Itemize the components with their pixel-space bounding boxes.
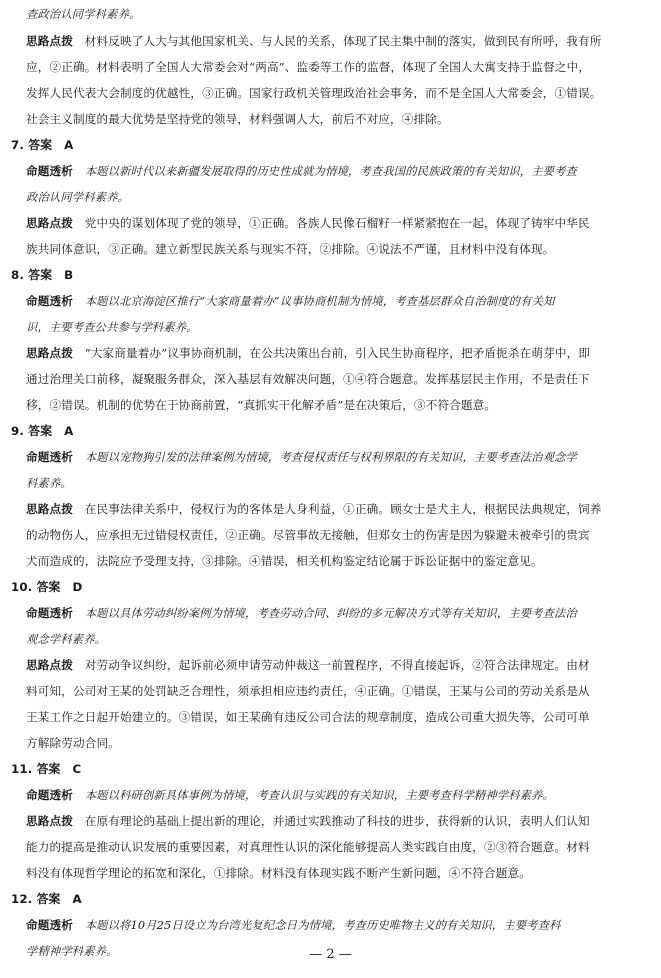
body-text: 本题以科研创新具体事例为情境，考查认识与实践的有关知识，主要考查科学精神学科素养。	[84, 789, 555, 802]
body-text: 本题以新时代以来新疆发展取得的历史性成就为情境，考查我国的民族政策的有关知识，主要考查	[84, 165, 577, 178]
body-text: 政治认同学科素养。	[26, 191, 130, 204]
section-label: 命题透析	[26, 788, 85, 802]
answer-heading: 11. 答案 C	[11, 762, 82, 776]
text-line	[26, 735, 120, 751]
body-text: 移，②错误。机制的优势在于协商前置，“真抓实干化解矛盾”是在决策后，③不符合题意。	[26, 398, 497, 412]
body-text: 党中央的谋划体现了党的领导，①正确。各族人民像石榴籽一样紧紧抱在一起，体现了铸牢中华民	[84, 216, 590, 230]
section-label: 思路点拨	[26, 814, 85, 828]
answer-heading: 10. 答案 D	[11, 580, 83, 594]
section-label: 思路点拨	[26, 216, 85, 230]
body-text: 料没有体现哲学理论的拓宽和深化，①排除。材料没有体现实践不断产生新问题，④不符合题意。	[26, 866, 531, 880]
body-text: 本题以将10月25日设立为台湾光复纪念日为情境，考查历史唯物主义的有关知识，主要考查科	[84, 919, 561, 932]
section-label: 思路点拨	[26, 34, 85, 48]
answer-heading: 12. 答案 A	[11, 892, 82, 906]
body-text: 能力的提高是推动认识发展的重要因素，对真理性认识的深化能够提高人类实践自由度，②③符合题意。材料	[26, 840, 590, 854]
body-text: 对劳动争议纠纷，起诉前必须申请劳动仲裁这一前置程序，不得直接起诉，②符合法律规定。由材	[84, 658, 590, 672]
text-line	[26, 865, 531, 881]
text-line	[26, 839, 590, 855]
body-text: 王某工作之日起开始建立的。③错误，如王某确有违反公司合法的规章制度，造成公司重大损失等，公司可单	[26, 710, 590, 724]
text-line	[26, 59, 590, 75]
text-line	[26, 501, 601, 517]
text-line	[26, 163, 577, 180]
text-line	[26, 6, 140, 23]
text-line	[11, 891, 82, 907]
body-text: 查政治认同学科素养。	[26, 8, 141, 21]
text-line	[26, 813, 590, 829]
answer-heading: 9. 答案 A	[11, 424, 74, 438]
section-label: 思路点拨	[26, 346, 85, 360]
page-number: — 2 —	[309, 947, 352, 962]
text-line	[26, 371, 590, 387]
text-line	[26, 657, 590, 673]
text-line	[26, 293, 554, 310]
text-line	[26, 241, 554, 257]
section-label: 命题透析	[26, 918, 85, 932]
body-text: 应，②正确。材料表明了全国人大常委会对“两高”、监委等工作的监督，体现了全国人大寓支持于监督之中，	[26, 60, 591, 74]
text-line	[26, 111, 449, 127]
body-text: 方解除劳动合同。	[26, 736, 120, 750]
body-text: 的动物伤人，应承担无过错侵权责任，②正确。尽管事故无接触，但郑女士的伤害是因为躲避未被牵引的贵宾	[26, 528, 590, 542]
body-text: 科素养。	[26, 477, 72, 490]
text-line	[11, 761, 81, 777]
text-line	[26, 319, 198, 336]
body-text: “大家商量着办”议事协商机制，在公共决策出台前，引入民生协商程序，把矛盾扼杀在萌芽中，即	[84, 346, 591, 360]
body-text: 学精神学科素养。	[26, 945, 118, 958]
body-text: 料可知，公司对王某的处罚缺乏合理性，须承担相应违约责任，④正确。①错误，王某与公司的劳动关系是从	[26, 684, 590, 698]
text-line	[26, 527, 590, 543]
text-line	[26, 787, 554, 804]
text-line	[26, 345, 590, 361]
body-text: 本题以宠物狗引发的法律案例为情境，考查侵权责任与权利界限的有关知识，主要考查法治观念学	[84, 451, 577, 464]
text-line	[11, 137, 73, 153]
section-label: 命题透析	[26, 294, 85, 308]
text-line	[26, 397, 496, 413]
text-line	[26, 215, 590, 231]
body-text: 犬而造成的，法院应予受理支持，③排除。④错误，相关机构鉴定结论属于诉讼证据中的鉴定意见。	[26, 554, 543, 568]
body-text: 识，主要考查公共参与学科素养。	[26, 321, 198, 334]
text-line	[26, 33, 601, 49]
text-line	[11, 423, 73, 439]
section-label: 命题透析	[26, 450, 85, 464]
text-line	[26, 189, 129, 206]
text-line	[26, 917, 561, 934]
body-text: 通过治理关口前移，凝聚服务群众，深入基层有效解决问题，①④符合题意。发挥基层民主作用，不是责任下	[26, 372, 590, 386]
text-line	[26, 683, 590, 699]
body-text: 族共同体意识，③正确。建立新型民族关系与现实不符，②排除。④说法不严谨，且材料中没有体现。	[26, 242, 555, 256]
body-text: 发挥人民代表大会制度的优越性，③正确。国家行政机关管理政治社会事务，而不是全国人大常委会，①错误。	[26, 86, 602, 100]
body-text: 在原有理论的基础上提出新的理论，并通过实践推动了科技的进步，获得新的认识，表明人们认知	[84, 814, 590, 828]
body-text: 本题以具体劳动纠纷案例为情境，考查劳动合同、纠纷的多元解决方式等有关知识，主要考查法治	[84, 607, 577, 620]
body-text: 社会主义制度的最大优势是坚持党的领导，材料强调人大，前后不对应，④排除。	[26, 112, 449, 126]
text-line	[26, 475, 72, 492]
section-label: 命题透析	[26, 606, 85, 620]
text-line	[26, 605, 577, 622]
text-line	[11, 579, 82, 595]
text-line	[26, 449, 577, 466]
body-text: 材料反映了人大与其他国家机关、与人民的关系，体现了民主集中制的落实，做到民有所呼，我有所	[84, 34, 602, 48]
text-line	[26, 85, 601, 101]
body-text: 在民事法律关系中，侵权行为的客体是人身利益，①正确。顾女士是犬主人，根据民法典规定，饲养	[84, 502, 602, 516]
answer-heading: 8. 答案 B	[11, 268, 74, 282]
section-label: 思路点拨	[26, 658, 85, 672]
text-line	[26, 553, 543, 569]
text-line	[26, 631, 106, 648]
body-text: 观念学科素养。	[26, 633, 107, 646]
section-label: 思路点拨	[26, 502, 85, 516]
body-text: 本题以北京海淀区推行“大家商量着办”议事协商机制为情境，考查基层群众自治制度的有关知	[84, 295, 555, 308]
section-label: 命题透析	[26, 164, 85, 178]
text-line	[11, 267, 73, 283]
text-line	[26, 709, 590, 725]
answer-heading: 7. 答案 A	[11, 138, 74, 152]
